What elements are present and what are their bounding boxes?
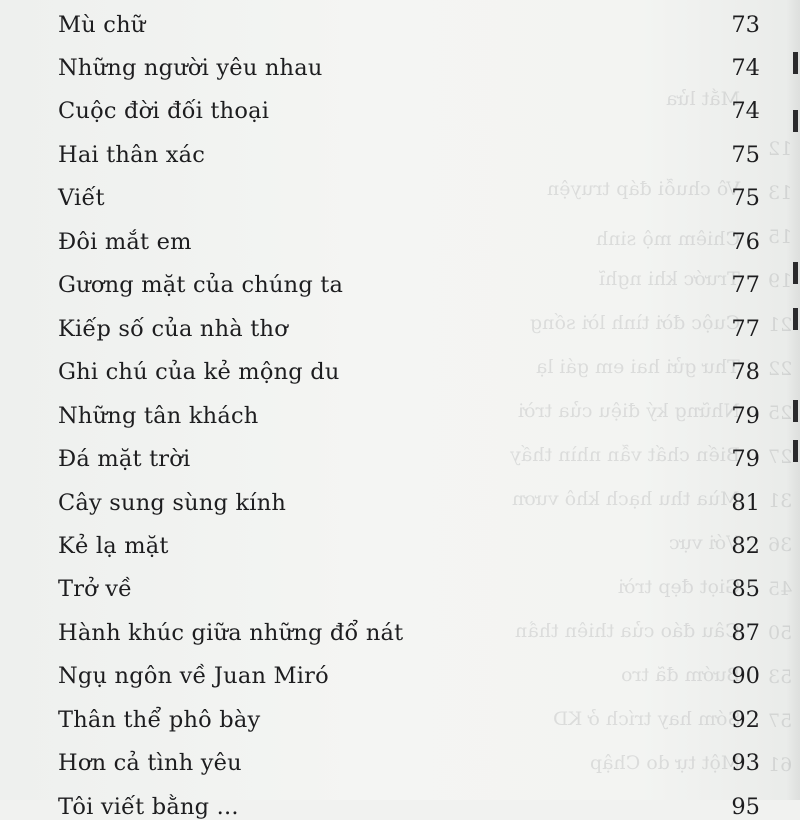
toc-entry (58, 128, 760, 168)
toc-entry-page: 74 (731, 55, 760, 81)
bleed-line: Vô chuỗi đáp truyện (546, 178, 740, 200)
toc-entry-title: Trở về (58, 576, 133, 602)
toc-entry-page: 75 (731, 142, 760, 168)
toc-entry-title: Kẻ lạ mặt (58, 533, 169, 559)
toc-entry-title: Viết (58, 185, 105, 211)
toc-entry-page: 77 (731, 316, 760, 342)
toc-entry-page: 90 (731, 663, 760, 689)
toc-entry-title: Đôi mắt em (58, 229, 192, 255)
toc-entry (58, 41, 760, 81)
toc-entry-page: 85 (731, 576, 760, 602)
edge-mark (793, 440, 798, 462)
toc-entry-title: Kiếp số của nhà thơ (58, 316, 288, 342)
toc-entry (58, 693, 760, 733)
toc-entry (58, 606, 760, 646)
bleed-line: Biến chất vẫn nhìn thấy (510, 444, 740, 466)
toc-entry-title: Ngụ ngôn về Juan Miró (58, 663, 329, 689)
bleed-number: 57 (767, 710, 792, 732)
toc-entry (58, 432, 760, 472)
toc-entry (58, 0, 760, 38)
toc-entry-page: 95 (731, 794, 760, 820)
bleed-line: Câu đáo của thiên thần (515, 620, 740, 642)
bleed-line: Một tự do Chập (589, 752, 740, 774)
bleed-line: Sớm hay trích ở KD (552, 708, 740, 730)
toc-entry-page: 81 (731, 490, 760, 516)
toc-entry-page: 82 (731, 533, 760, 559)
toc-entry-title: Những tân khách (58, 403, 259, 429)
edge-mark (793, 400, 798, 422)
bleed-line: Với vực (669, 532, 740, 554)
toc-entry (58, 215, 760, 255)
bleed-number: 22 (767, 358, 792, 380)
bleed-line: Chiêm mộ sinh (596, 228, 740, 250)
bleed-line: Mắt lửa (665, 88, 740, 110)
toc-entry-page: 77 (731, 272, 760, 298)
bleed-line: Bướm đã tro (620, 664, 740, 686)
toc-entry (58, 649, 760, 689)
toc-entry (58, 476, 760, 516)
toc-entry-title: Gương mặt của chúng ta (58, 272, 344, 298)
toc-entry-title: Ghi chú của kẻ mộng du (58, 359, 340, 385)
toc-entry-title: Đá mặt trời (58, 446, 191, 472)
toc-entry-page: 79 (731, 403, 760, 429)
toc-entry-title: Hai thân xác (58, 142, 206, 168)
toc-entry-page: 75 (731, 185, 760, 211)
toc-entry (58, 736, 760, 776)
bleed-number: 25 (767, 402, 792, 424)
bleed-line: Mùa thu hạch khô vươn (512, 488, 740, 510)
toc-entry-page: 76 (731, 229, 760, 255)
toc-entry (58, 171, 760, 211)
bleed-number: 15 (767, 226, 792, 248)
toc-entry-page: 73 (731, 12, 760, 38)
toc-entry-title: Hành khúc giữa những đổ nát (58, 620, 404, 646)
toc-entry-page: 74 (731, 98, 760, 124)
edge-mark (793, 308, 798, 330)
bleed-number: 12 (767, 138, 792, 160)
bleed-line: Những ký điệu của trời (517, 400, 740, 422)
page-edge (786, 0, 800, 800)
toc-entry-title: Cuộc đời đối thoại (58, 98, 270, 124)
toc-entry-page: 87 (731, 620, 760, 646)
bleed-line: Trước khi nghĩ (599, 268, 740, 290)
edge-mark (793, 110, 798, 132)
toc-entry (58, 562, 760, 602)
toc-entry (58, 302, 760, 342)
toc-entry (58, 345, 760, 385)
toc-entry-page: 92 (731, 707, 760, 733)
toc-entry-page: 78 (731, 359, 760, 385)
edge-mark (793, 262, 798, 284)
bleed-number: 19 (767, 270, 792, 292)
bleed-number: 61 (767, 754, 792, 776)
toc-entry-title: Thân thể phô bày (58, 707, 261, 733)
toc-entry-title: Cây sung sùng kính (58, 490, 287, 516)
toc-entry-page: 79 (731, 446, 760, 472)
bleed-number: 13 (767, 182, 792, 204)
toc-entry (58, 84, 760, 124)
toc-entry-title: Mù chữ (58, 12, 146, 38)
toc-entry (58, 258, 760, 298)
edge-mark (793, 52, 798, 74)
bleed-number: 45 (767, 578, 792, 600)
toc-entry-title: Những người yêu nhau (58, 55, 323, 81)
bleed-number: 21 (767, 314, 792, 336)
bleed-number: 53 (767, 666, 792, 688)
bleed-number: 27 (767, 446, 792, 468)
toc-entry (58, 389, 760, 429)
toc-entry (58, 780, 760, 820)
toc-entry-title: Hơn cả tình yêu (58, 750, 242, 776)
bleed-line: Cuộc đời tình lời sống (529, 312, 740, 334)
toc-entry-title: Tôi viết bằng ... (58, 794, 239, 820)
toc-entry (58, 519, 760, 559)
bleed-number: 31 (767, 490, 792, 512)
bleed-line: Giọt đẹp trời (617, 576, 740, 598)
toc-entry-page: 93 (731, 750, 760, 776)
bleed-line: Thư gửi hai em gái lạ (536, 356, 740, 378)
bleed-number: 36 (767, 534, 792, 556)
bleed-number: 50 (767, 622, 792, 644)
